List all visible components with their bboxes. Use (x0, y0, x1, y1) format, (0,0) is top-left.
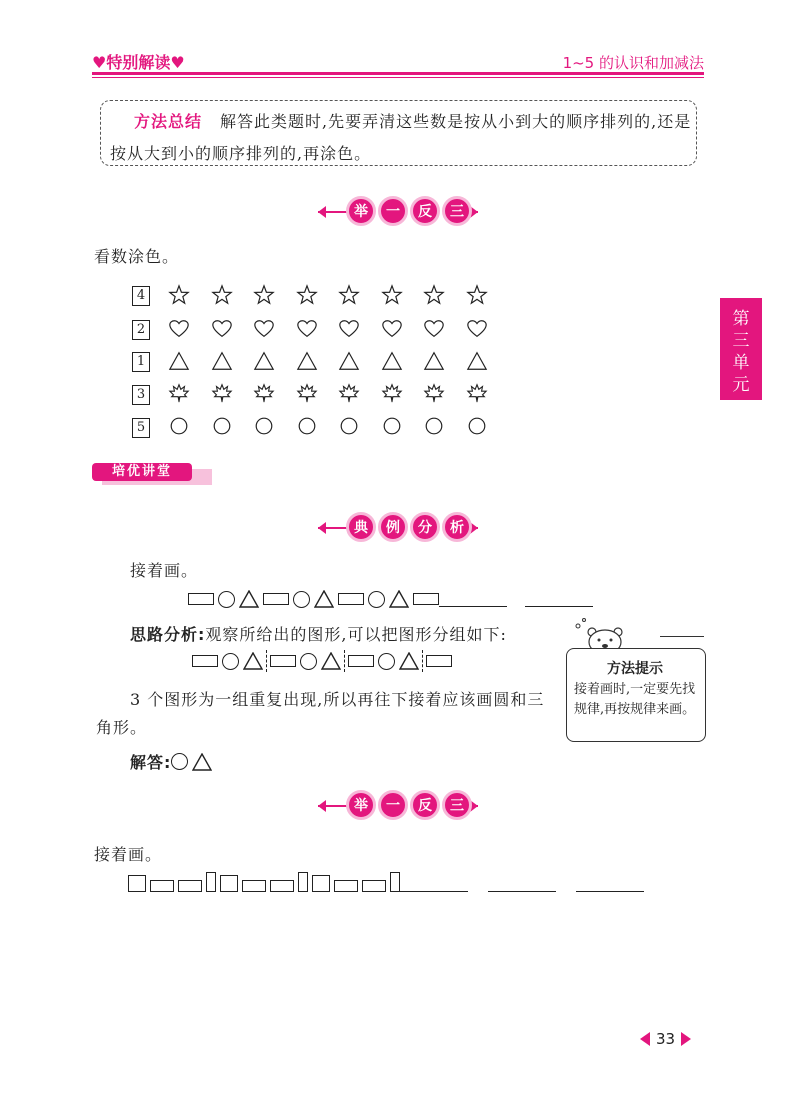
banner-char: 一 (378, 790, 408, 820)
leaf-row (168, 382, 488, 404)
star-icon[interactable] (381, 284, 403, 306)
example-sequence (188, 590, 593, 608)
star-icon[interactable] (466, 284, 488, 306)
header-left-title: ♥特别解读♥ (92, 53, 185, 72)
rectangle-shape (192, 655, 218, 667)
unit-side-tab (720, 298, 762, 400)
leaf-icon[interactable] (338, 382, 360, 404)
circle-icon[interactable] (211, 415, 233, 437)
tall-rectangle-shape (206, 872, 216, 892)
heart-icon[interactable] (168, 318, 190, 340)
circle-shape (171, 753, 188, 770)
answer-blank[interactable] (488, 877, 556, 892)
number-box: 2 (132, 320, 150, 340)
triangle-icon[interactable] (381, 350, 403, 372)
square-shape (128, 875, 146, 892)
triangle-icon[interactable] (423, 350, 445, 372)
star-row (168, 284, 488, 306)
triangle-row (168, 350, 488, 372)
header-right-title: 1~5 的认识和加减法 (562, 54, 704, 72)
header-rule (92, 72, 704, 75)
banner-char: 反 (410, 196, 440, 226)
square-shape (220, 875, 238, 892)
heart-row (168, 318, 488, 340)
star-icon[interactable] (423, 284, 445, 306)
circle-row (168, 415, 488, 437)
star-icon[interactable] (253, 284, 275, 306)
triangle-icon[interactable] (296, 350, 318, 372)
rectangle-shape (270, 880, 294, 892)
triangle-shape (243, 652, 263, 670)
analysis (130, 622, 507, 645)
answer-blank[interactable] (400, 877, 468, 892)
section-tag (92, 463, 212, 485)
rectangle-shape (178, 880, 202, 892)
answer-key: 解答: (130, 753, 172, 772)
circle-shape (293, 591, 310, 608)
number-box: 5 (132, 418, 150, 438)
method-summary-keyword: 方法总结 (134, 112, 203, 131)
banner-char: 一 (378, 196, 408, 226)
tall-rectangle-shape (298, 872, 308, 892)
tall-rectangle-shape (390, 872, 400, 892)
banner-char: 举 (346, 196, 376, 226)
star-icon[interactable] (211, 284, 233, 306)
circle-shape (368, 591, 385, 608)
banner-juyifansan-2 (318, 790, 478, 822)
header-rule-thin (92, 77, 704, 78)
heart-icon[interactable] (466, 318, 488, 340)
circle-icon[interactable] (381, 415, 403, 437)
number-box: 3 (132, 385, 150, 405)
rectangle-shape (150, 880, 174, 892)
circle-icon[interactable] (168, 415, 190, 437)
answer-blank[interactable] (525, 592, 593, 607)
analysis-text: 观察所给出的图形,可以把图形分组如下: (205, 625, 507, 644)
banner-juyifansan-1 (318, 196, 478, 228)
banner-char: 典 (346, 512, 376, 542)
banner-char: 举 (346, 790, 376, 820)
banner-char: 三 (442, 790, 472, 820)
heart-icon[interactable] (253, 318, 275, 340)
banner-char: 反 (410, 790, 440, 820)
answer-blank[interactable] (576, 877, 644, 892)
rectangle-shape (348, 655, 374, 667)
section-tag-label: 培优讲堂 (92, 463, 192, 481)
banner-dianlifenxi (318, 512, 478, 544)
unit-side-tab-label: 第三单元 (732, 309, 750, 395)
answer-blank[interactable] (439, 592, 507, 607)
analysis-key: 思路分析: (130, 625, 206, 644)
rectangle-shape (188, 593, 214, 605)
leaf-icon[interactable] (211, 382, 233, 404)
triangle-shape (192, 753, 212, 771)
page-number: 33 (656, 1030, 676, 1048)
exercise2-instruction: 接着画。 (94, 845, 163, 864)
banner-char: 析 (442, 512, 472, 542)
leaf-icon[interactable] (381, 382, 403, 404)
rectangle-shape (334, 880, 358, 892)
triangle-shape (399, 652, 419, 670)
method-summary-text: 解答此类题时,先要弄清这些数是按从小到大的顺序排列的,还是按从大到小的顺序排列的,再涂色。 (110, 112, 692, 163)
triangle-shape (389, 590, 409, 608)
leaf-icon[interactable] (466, 382, 488, 404)
rectangle-shape (426, 655, 452, 667)
number-box: 1 (132, 352, 150, 372)
tip-body: 接着画时,一定要先找规律,再按规律来画。 (574, 682, 696, 717)
triangle-shape (239, 590, 259, 608)
next-arrow-icon[interactable] (681, 1032, 691, 1046)
rectangle-shape (362, 880, 386, 892)
heart-icon[interactable] (423, 318, 445, 340)
group-divider (266, 650, 267, 672)
star-icon[interactable] (168, 284, 190, 306)
rectangle-shape (413, 593, 439, 605)
group-divider (344, 650, 345, 672)
leaf-icon[interactable] (423, 382, 445, 404)
circle-icon[interactable] (253, 415, 275, 437)
tip-title: 方法提示 (607, 661, 663, 677)
prev-arrow-icon[interactable] (640, 1032, 650, 1046)
triangle-icon[interactable] (253, 350, 275, 372)
circle-shape (222, 653, 239, 670)
star-icon[interactable] (338, 284, 360, 306)
leaf-icon[interactable] (296, 382, 318, 404)
leaf-icon[interactable] (253, 382, 275, 404)
rectangle-shape (263, 593, 289, 605)
circle-shape (300, 653, 317, 670)
example-explain: 3 个图形为一组重复出现,所以再往下接着应该画圆和三角形。 (96, 690, 545, 737)
bear-icon (568, 616, 628, 652)
rectangle-shape (270, 655, 296, 667)
banner-char: 三 (442, 196, 472, 226)
tip-line (660, 636, 704, 637)
square-shape (312, 875, 330, 892)
circle-shape (378, 653, 395, 670)
exercise1-instruction: 看数涂色。 (94, 247, 180, 266)
triangle-icon[interactable] (211, 350, 233, 372)
circle-icon[interactable] (338, 415, 360, 437)
circle-icon[interactable] (423, 415, 445, 437)
answer (130, 750, 212, 773)
rectangle-shape (338, 593, 364, 605)
heart-icon[interactable] (296, 318, 318, 340)
triangle-icon[interactable] (466, 350, 488, 372)
triangle-shape (314, 590, 334, 608)
method-summary (110, 106, 700, 170)
heart-icon[interactable] (381, 318, 403, 340)
rectangle-shape (242, 880, 266, 892)
star-icon[interactable] (296, 284, 318, 306)
exercise2-sequence (128, 872, 644, 892)
banner-char: 例 (378, 512, 408, 542)
circle-shape (218, 591, 235, 608)
grouped-sequence (192, 650, 452, 672)
heart-icon[interactable] (338, 318, 360, 340)
heart-icon[interactable] (211, 318, 233, 340)
example-instruction: 接着画。 (130, 561, 199, 580)
group-divider (422, 650, 423, 672)
triangle-shape (321, 652, 341, 670)
banner-char: 分 (410, 512, 440, 542)
circle-icon[interactable] (296, 415, 318, 437)
page-number-nav (640, 1030, 691, 1048)
number-box: 4 (132, 286, 150, 306)
leaf-icon[interactable] (168, 382, 190, 404)
circle-icon[interactable] (466, 415, 488, 437)
triangle-icon[interactable] (338, 350, 360, 372)
triangle-icon[interactable] (168, 350, 190, 372)
